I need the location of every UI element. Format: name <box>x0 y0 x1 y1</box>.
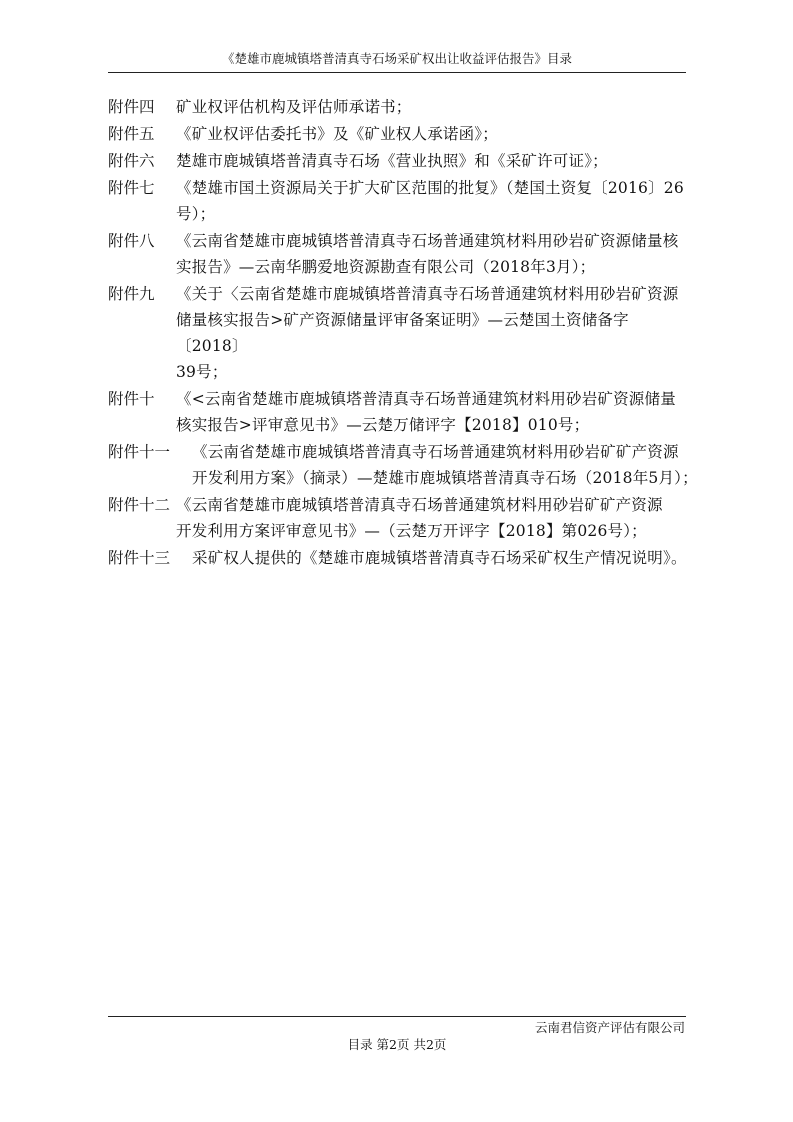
footer-company: 云南君信资产评估有限公司 <box>534 1020 685 1035</box>
page-number: 目录 第2页 共2页 <box>347 1037 447 1052</box>
attachment-label: 附件十 <box>108 390 155 408</box>
attachment-text: 《关于〈云南省楚雄市鹿城镇塔普清真寺石场普通建筑材料用砂岩矿资源 储量核实报告>矿产资源储量评审备案证明》—云楚国土资储备字〔2018〕 39号； <box>176 285 679 381</box>
page-header: 《楚雄市鹿城镇塔普清真寺石场采矿权出让收益评估报告》目录 <box>221 51 572 66</box>
attachment-label: 附件十一 <box>108 443 171 461</box>
attachment-label: 附件九 <box>108 285 155 303</box>
attachment-label: 附件六 <box>108 152 155 170</box>
list-item <box>108 281 698 385</box>
attachment-text: 《云南省楚雄市鹿城镇塔普清真寺石场普通建筑材料用砂岩矿矿产资源 开发利用方案》（摘录）—楚雄市鹿城镇塔普清真寺石场（2018年5月）； <box>192 443 698 487</box>
attachment-text: 楚雄市鹿城镇塔普清真寺石场《营业执照》和《采矿许可证》； <box>176 152 608 170</box>
list-item <box>108 492 698 544</box>
attachment-text: 《<云南省楚雄市鹿城镇塔普清真寺石场普通建筑材料用砂岩矿资源储量 核实报告>评审意见书》—云楚万储评字【2018】010号； <box>176 390 676 434</box>
list-item <box>108 121 698 147</box>
attachment-label: 附件五 <box>108 125 155 143</box>
attachment-label: 附件七 <box>108 179 155 197</box>
attachment-label: 附件八 <box>108 232 155 250</box>
footer-divider <box>108 1016 686 1017</box>
list-item <box>108 386 698 438</box>
list-item <box>108 148 698 174</box>
list-item <box>108 439 698 491</box>
list-item <box>108 94 698 120</box>
list-item <box>108 175 698 227</box>
attachment-text: 《云南省楚雄市鹿城镇塔普清真寺石场普通建筑材料用砂岩矿资源储量核 实报告》—云南华鹏爱地资源勘查有限公司（2018年3月）； <box>176 232 679 276</box>
attachment-text: 《云南省楚雄市鹿城镇塔普清真寺石场普通建筑材料用砂岩矿矿产资源 开发利用方案评审意见书》—（云楚万开评字【2018】第026号）； <box>176 496 663 540</box>
list-item <box>108 545 698 571</box>
attachment-text: 《矿业权评估委托书》及《矿业权人承诺函》； <box>176 125 498 143</box>
attachment-label: 附件十三 <box>108 549 171 567</box>
header-divider <box>108 72 686 73</box>
attachment-text: 矿业权评估机构及评估师承诺书； <box>176 98 412 116</box>
attachment-label: 附件十二 <box>108 496 171 514</box>
attachment-text: 《楚雄市国土资源局关于扩大矿区范围的批复》（楚国土资复〔2016〕26 号）； <box>176 179 684 223</box>
attachment-label: 附件四 <box>108 98 155 116</box>
attachment-text: 采矿权人提供的《楚雄市鹿城镇塔普清真寺石场采矿权生产情况说明》。 <box>192 549 687 567</box>
list-item <box>108 228 698 280</box>
attachment-list <box>108 94 698 572</box>
